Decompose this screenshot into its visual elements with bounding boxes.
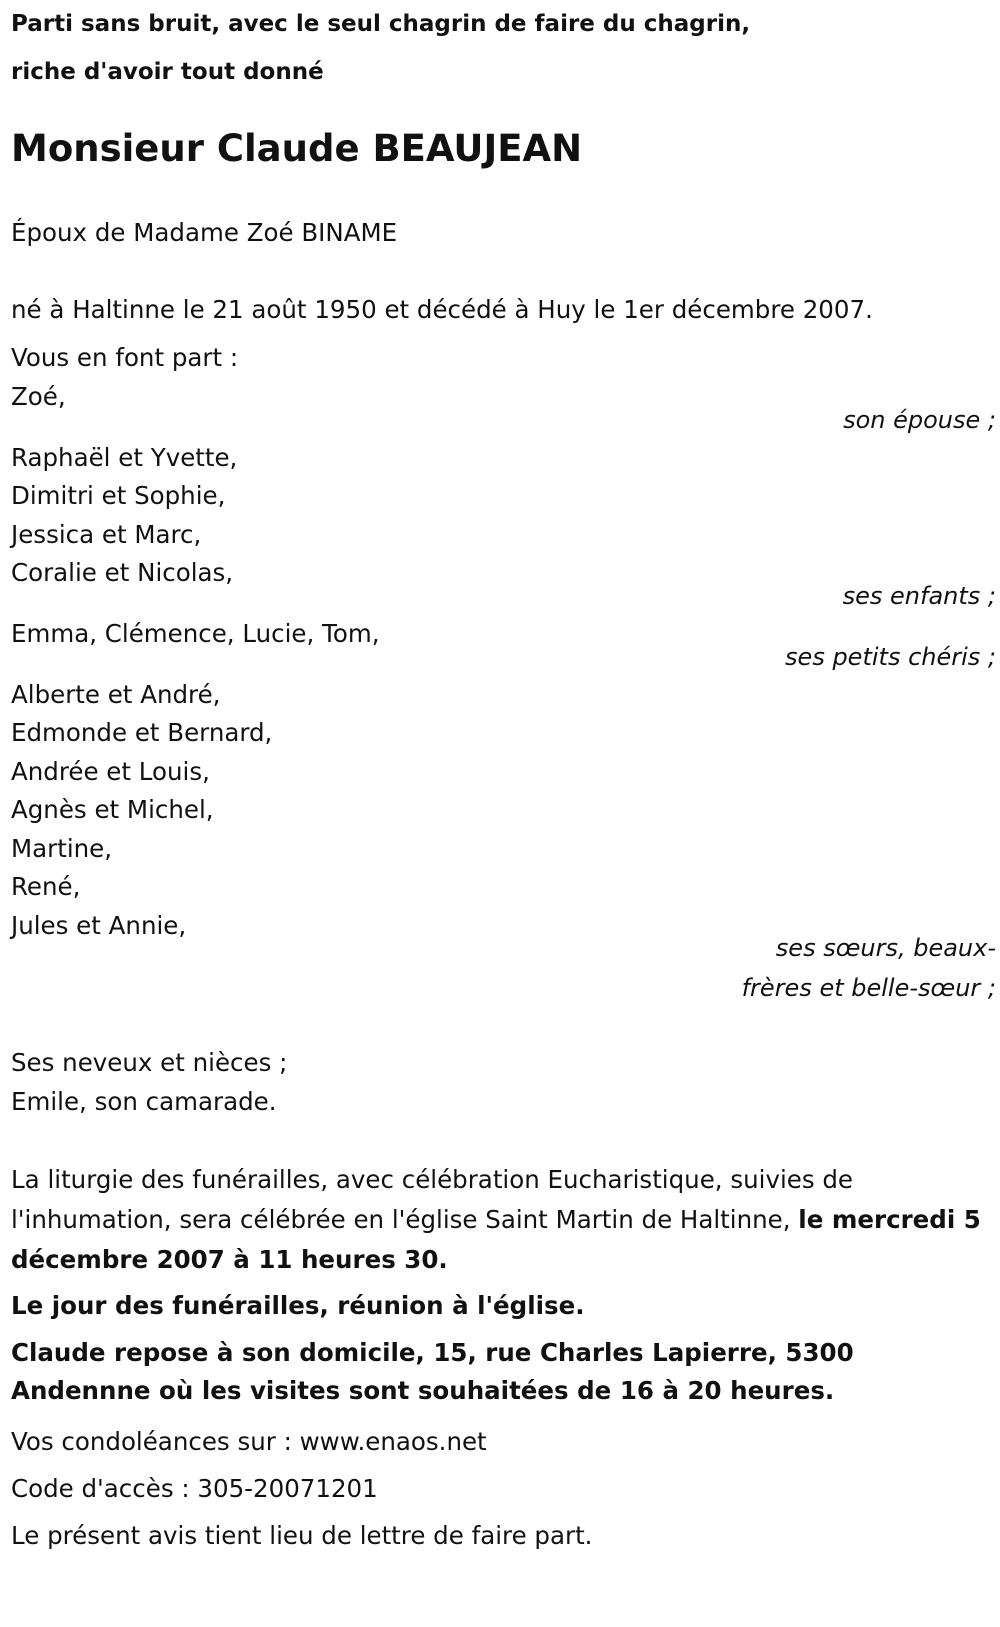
- funeral-text: La liturgie des funérailles, avec célébration Eucharistique, suivies de l'inhumation, sera célébrée en l'église Saint Martin de Haltinne,: [11, 1165, 853, 1234]
- family-nephews: Ses neveux et nièces ;: [11, 1048, 288, 1077]
- access-code-line: Code d'accès : 305-20071201: [11, 1474, 378, 1503]
- family-child: Dimitri et Sophie,: [11, 481, 226, 510]
- announce-line: Vous en font part :: [11, 343, 239, 372]
- intro-line-2: riche d'avoir tout donné: [11, 59, 324, 85]
- role-spouse: son épouse ;: [843, 406, 996, 434]
- family-sibling: Andrée et Louis,: [11, 757, 210, 786]
- funeral-paragraph: [11, 1160, 996, 1280]
- family-sibling: Martine,: [11, 834, 113, 863]
- role-siblings: ses sœurs, beaux-frères et belle-sœur ;: [741, 934, 996, 1002]
- meeting-line: Le jour des funérailles, réunion à l'église.: [11, 1291, 585, 1320]
- family-sibling: Alberte et André,: [11, 680, 221, 709]
- family-child: Raphaël et Yvette,: [11, 443, 238, 472]
- family-sibling: René,: [11, 872, 81, 901]
- role-grandchildren: ses petits chéris ;: [785, 643, 996, 671]
- condolences-line: Vos condoléances sur : www.enaos.net: [11, 1427, 487, 1456]
- closing-line: Le présent avis tient lieu de lettre de faire part.: [11, 1521, 593, 1550]
- page-title: Monsieur Claude BEAUJEAN: [11, 127, 583, 170]
- family-sibling: Jules et Annie,: [11, 911, 187, 940]
- spouse-line: Époux de Madame Zoé BINAME: [11, 218, 398, 247]
- role-children: ses enfants ;: [842, 582, 996, 610]
- family-child: Jessica et Marc,: [11, 520, 202, 549]
- family-sibling: Edmonde et Bernard,: [11, 718, 273, 747]
- family-sibling: Agnès et Michel,: [11, 795, 214, 824]
- dates-line: né à Haltinne le 21 août 1950 et décédé à Huy le 1er décembre 2007.: [11, 295, 873, 324]
- family-child: Coralie et Nicolas,: [11, 558, 234, 587]
- rest-paragraph: Claude repose à son domicile, 15, rue Charles Lapierre, 5300 Andennne où les visites sont souhaitées de 16 à 20 heures.: [11, 1338, 854, 1405]
- family-spouse: Zoé,: [11, 382, 66, 411]
- intro-line-1: Parti sans bruit, avec le seul chagrin de faire du chagrin,: [11, 11, 751, 37]
- family-grandchildren: Emma, Clémence, Lucie, Tom,: [11, 619, 380, 648]
- funeral-date: le mercredi 5 décembre 2007 à 11 heures 30.: [11, 1205, 981, 1274]
- family-friend: Emile, son camarade.: [11, 1087, 277, 1116]
